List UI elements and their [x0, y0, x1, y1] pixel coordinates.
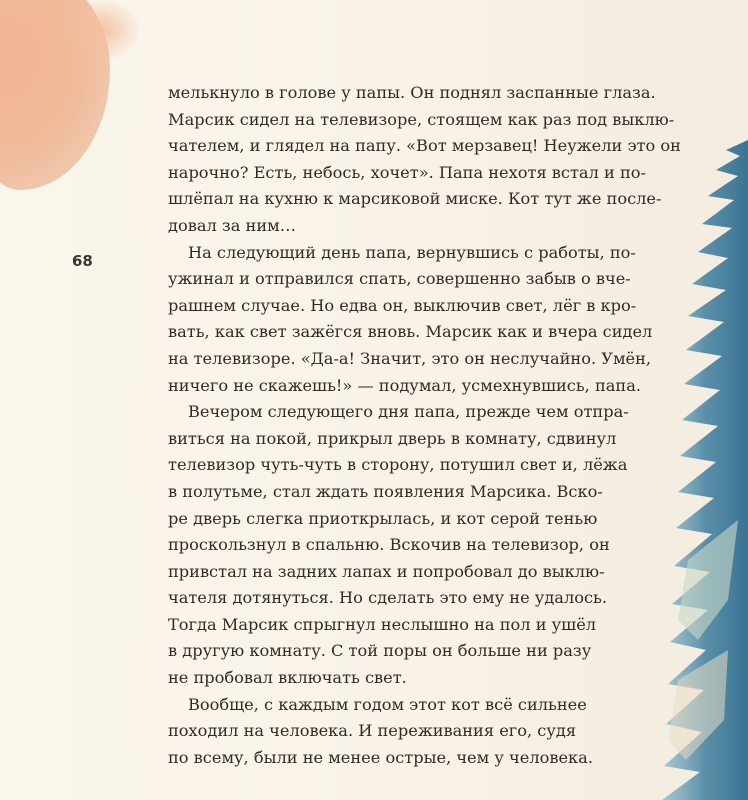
text-line: ужинал и отправился спать, совершенно забыв о вче-: [168, 269, 631, 289]
text-line: в полутьме, стал ждать появления Марсика. Вско-: [168, 481, 603, 501]
text-line: привстал на задних лапах и попробовал до выклю-: [168, 561, 605, 581]
body-text: [168, 80, 680, 771]
text-line: чателем, и глядел на папу. «Вот мерзавец! Неужели это он: [168, 136, 681, 156]
text-line: Марсик сидел на телевизоре, стоящем как раз под выклю-: [168, 109, 675, 129]
text-line: проскользнул в спальню. Вскочив на телевизор, он: [168, 535, 610, 555]
text-line: На следующий день папа, вернувшись с работы, по-: [188, 242, 636, 262]
text-line: в другую комнату. С той поры он больше ни разу: [168, 641, 592, 661]
text-line: ре дверь слегка приоткрылась, и кот серой тенью: [168, 508, 598, 528]
text-line: довал за ним…: [168, 215, 296, 235]
text-line: Тогда Марсик спрыгнул неслышно на пол и ушёл: [168, 614, 597, 634]
page-number: 68: [72, 252, 93, 270]
text-line: нарочно? Есть, небось, хочет». Папа нехотя встал и по-: [168, 162, 646, 182]
text-line: мелькнуло в голове у папы. Он поднял заспанные глаза.: [168, 83, 656, 102]
text-line: виться на покой, прикрыл дверь в комнату, сдвинул: [168, 428, 617, 448]
text-line: рашнем случае. Но едва он, выключив свет, лёг в кро-: [168, 295, 637, 315]
text-line: по всему, были не менее острые, чем у человека.: [168, 747, 593, 767]
text-line: Вообще, с каждым годом этот кот всё сильнее: [188, 694, 587, 714]
text-line: на телевизоре. «Да-а! Значит, это он неслучайно. Умён,: [168, 348, 652, 368]
text-line: вать, как свет зажёгся вновь. Марсик как и вчера сидел: [168, 322, 653, 342]
text-line: Вечером следующего дня папа, прежде чем отпра-: [188, 402, 629, 422]
text-line: ничего не скажешь!» — подумал, усмехнувшись, папа.: [168, 375, 641, 395]
orange-watercolor-blob-small: [60, 0, 140, 60]
text-line: чателя дотянуться. Но сделать это ему не удалось.: [168, 588, 607, 608]
text-line: не пробовал включать свет.: [168, 668, 407, 688]
text-line: походил на человека. И переживания его, судя: [168, 721, 577, 741]
text-line: телевизор чуть-чуть в сторону, потушил свет и, лёжа: [168, 455, 628, 475]
text-line: шлёпал на кухню к марсиковой миске. Кот тут же после-: [168, 189, 662, 209]
